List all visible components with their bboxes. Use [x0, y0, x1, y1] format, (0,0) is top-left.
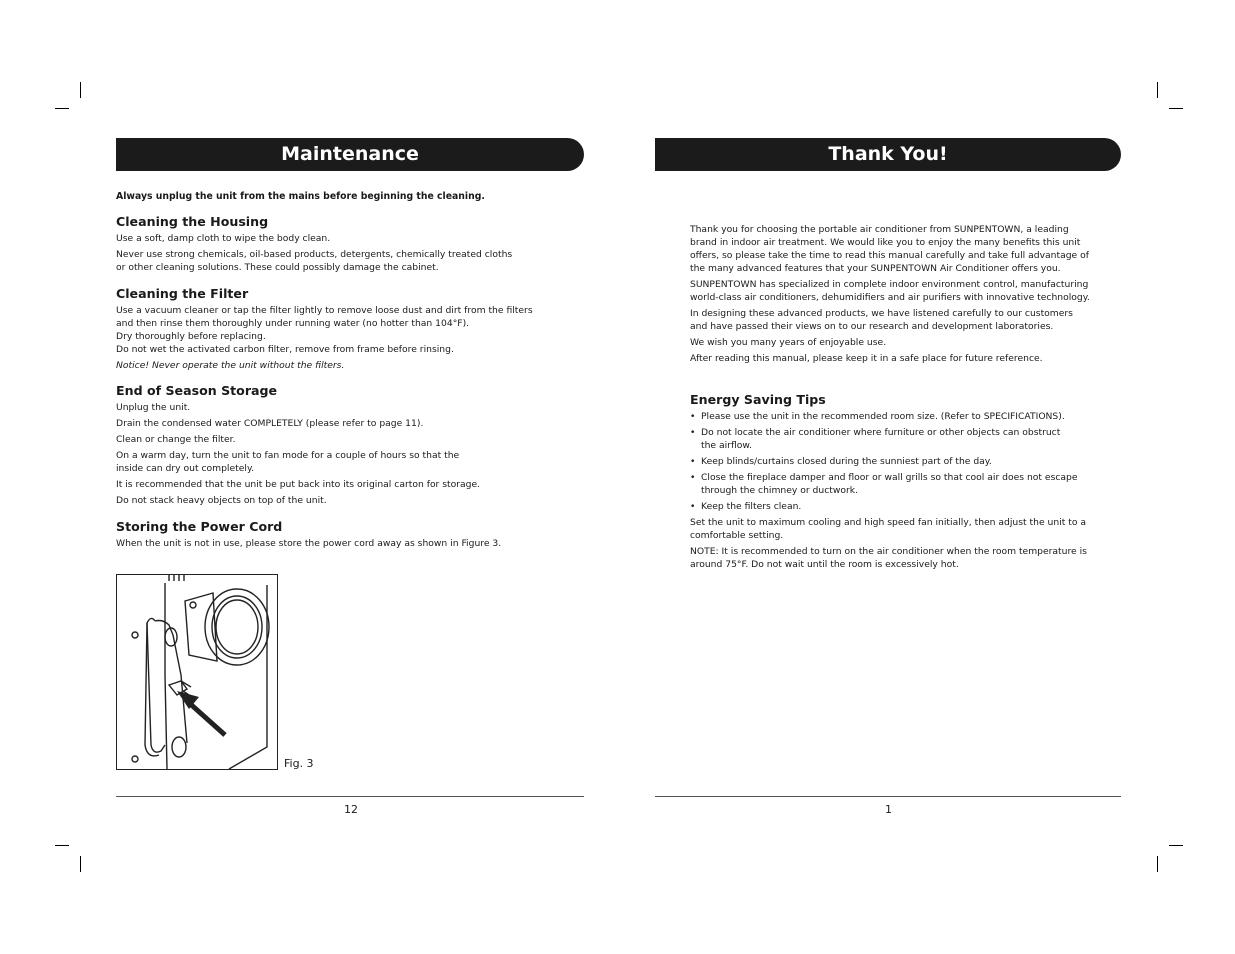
list-item: • Keep the filters clean.: [690, 500, 1090, 513]
paragraph: NOTE: It is recommended to turn on the air conditioner when the room temperature is around 75°F. Do not wait until the room is excessively hot.: [690, 546, 1087, 570]
section-heading: Storing the Power Cord: [116, 519, 283, 534]
paragraph: When the unit is not in use, please store the power cord away as shown in Figure 3.: [116, 538, 502, 549]
paragraph: Do not wet the activated carbon filter, remove from frame before rinsing.: [116, 344, 454, 355]
section-cleaning-housing: [116, 214, 546, 277]
crop-mark: [80, 856, 81, 872]
crop-mark: [55, 108, 69, 109]
section-power-cord: [116, 519, 556, 553]
paragraph: In designing these advanced products, we have listened carefully to our customers and have passed their views on to our research and development laboratories.: [690, 308, 1073, 332]
list-item: • Do not locate the air conditioner where furniture or other objects can obstruct the airflow.: [690, 426, 1066, 452]
filter-notice: Notice! Never operate the unit without the filters.: [116, 360, 345, 371]
paragraph: On a warm day, turn the unit to fan mode for a couple of hours so that the inside can dry out completely.: [116, 450, 460, 474]
paragraph: We wish you many years of enjoyable use.: [690, 337, 887, 348]
section-heading: Energy Saving Tips: [690, 392, 826, 407]
crop-mark: [1169, 845, 1183, 846]
paragraph: After reading this manual, please keep it in a safe place for future reference.: [690, 353, 1043, 364]
crop-mark: [1157, 856, 1158, 872]
paragraph: Do not stack heavy objects on top of the unit.: [116, 495, 327, 506]
list-item: • Close the fireplace damper and floor or wall grills so that cool air does not escape through the chimney or ductwork.: [690, 471, 1090, 497]
paragraph: Set the unit to maximum cooling and high speed fan initially, then adjust the unit to a comfortable setting.: [690, 517, 1087, 541]
unplug-warning: Always unplug the unit from the mains before beginning the cleaning.: [116, 191, 485, 202]
paragraph: Use a soft, damp cloth to wipe the body clean.: [116, 233, 331, 244]
crop-mark: [1157, 82, 1158, 98]
crop-mark: [55, 845, 69, 846]
section-end-of-season: [116, 383, 546, 510]
tips-list: [690, 410, 1090, 513]
paragraph: Dry thoroughly before replacing.: [116, 331, 266, 342]
figure-label: Fig. 3: [284, 757, 314, 770]
crop-mark: [1169, 108, 1183, 109]
section-heading: End of Season Storage: [116, 383, 278, 398]
paragraph: Unplug the unit.: [116, 402, 191, 413]
thank-you-header: Thank You!: [655, 138, 1121, 171]
paragraph: Drain the condensed water COMPLETELY (please refer to page 11).: [116, 418, 424, 429]
paragraph: SUNPENTOWN has specialized in complete indoor environment control, manufacturing world-class air conditioners, dehumidifiers and air purifiers with innovative technology.: [690, 279, 1090, 303]
footer-rule: [655, 796, 1121, 797]
maintenance-header: Maintenance: [116, 138, 584, 171]
list-item: • Keep blinds/curtains closed during the sunniest part of the day.: [690, 455, 1090, 468]
footer-rule: [116, 796, 584, 797]
section-heading: Cleaning the Housing: [116, 214, 269, 229]
paragraph: Use a vacuum cleaner or tap the filter lightly to remove loose dust and dirt from the filters and then rinse them thoroughly under running water (no hotter than 104°F).: [116, 305, 533, 329]
intro-text: [690, 223, 1090, 368]
list-item: • Please use the unit in the recommended room size. (Refer to SPECIFICATIONS).: [690, 410, 1090, 423]
page-number: 12: [344, 803, 358, 816]
paragraph: Thank you for choosing the portable air conditioner from SUNPENTOWN, a leading brand in indoor air treatment. We would like you to enjoy the many benefits this unit offers, so please take the time to read this manual carefully and take full advantage of the many advanced features that your SUNPENTOWN Air Conditioner offers you.: [690, 224, 1089, 274]
power-cord-illustration: [117, 575, 277, 769]
paragraph: It is recommended that the unit be put back into its original carton for storage.: [116, 479, 481, 490]
paragraph: Clean or change the filter.: [116, 434, 236, 445]
paragraph: Never use strong chemicals, oil-based products, detergents, chemically treated cloths or other cleaning solutions. These could possibly damage the cabinet.: [116, 249, 513, 273]
section-cleaning-filter: [116, 286, 546, 375]
section-heading: Cleaning the Filter: [116, 286, 249, 301]
power-cord-figure: [116, 574, 278, 770]
crop-mark: [80, 82, 81, 98]
energy-tips-section: [690, 392, 1090, 574]
page-number: 1: [885, 803, 892, 816]
